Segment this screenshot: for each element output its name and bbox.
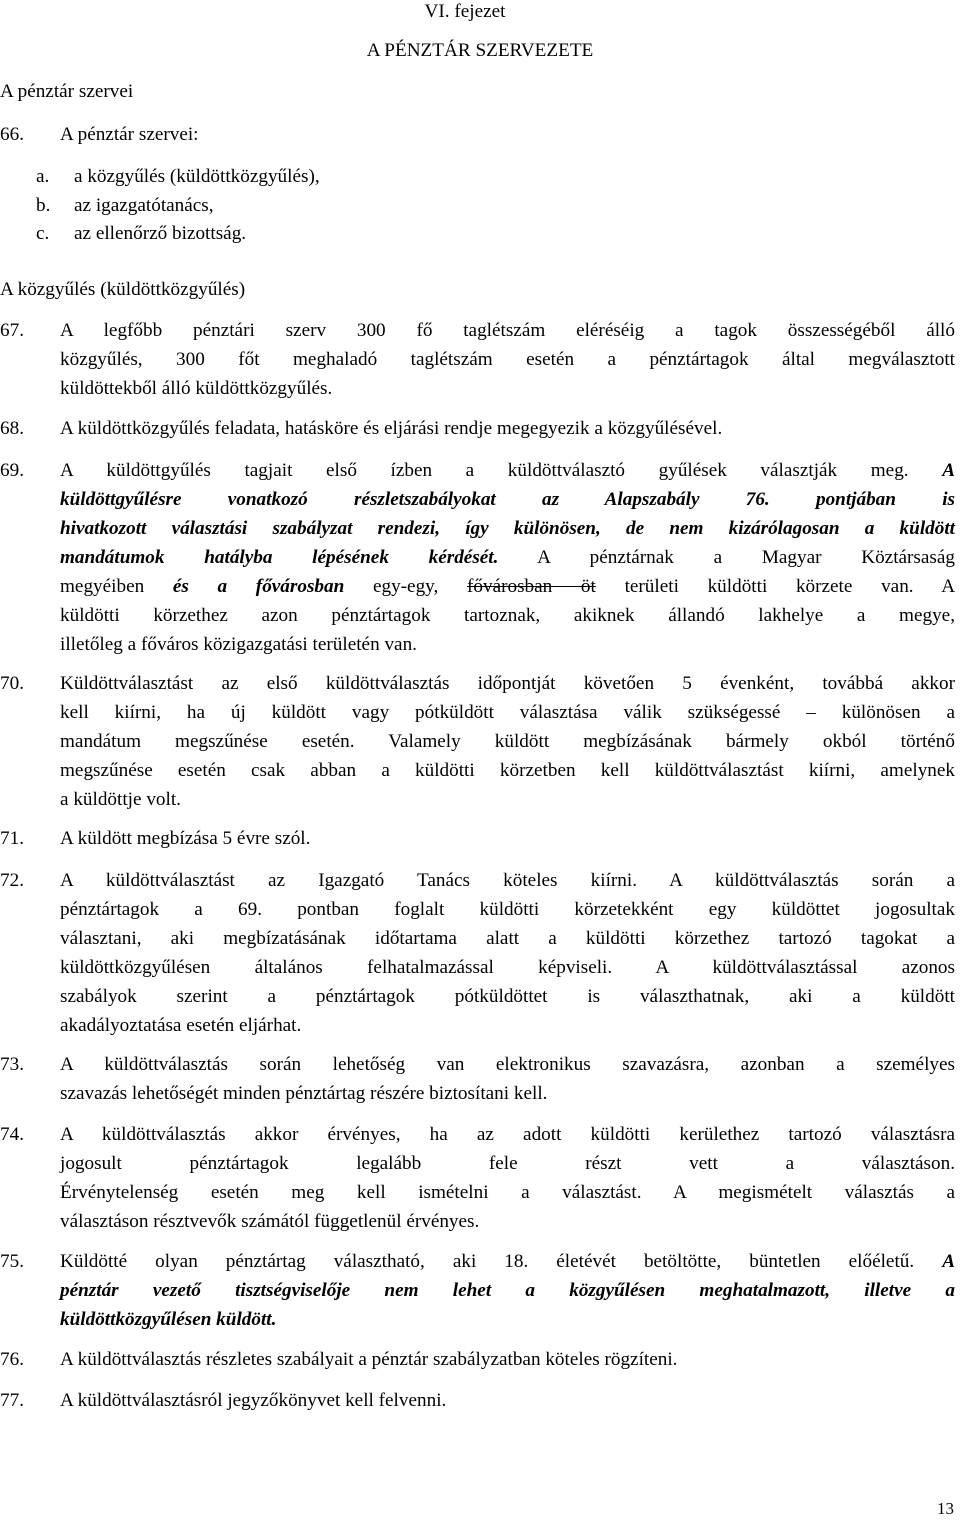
section-title-general-assembly: A közgyűlés (küldöttközgyűlés) <box>0 279 246 300</box>
emphasis-text: pontjában is <box>815 489 955 510</box>
text-line: választáson résztvevők számától függetlenül érvényes. <box>60 1211 480 1232</box>
text-line: kell kiírni, ha új küldött vagy pótküldött választása válik szükségessé – különösen a <box>60 702 955 723</box>
item-text <box>60 414 955 443</box>
text-line: illetőleg a főváros közigazgatási területén van. <box>60 634 417 655</box>
text-line: A küldöttközgyűlés feladata, hatásköre és eljárási rendje megegyezik a közgyűlésével. <box>60 418 723 439</box>
text-line <box>60 572 955 601</box>
emphasis-text: A <box>942 1251 955 1272</box>
text-segment: A küldöttgyűlés tagjait első ízben a küldöttválasztó gyűlések választják meg. <box>60 460 909 481</box>
subitem-text: a közgyűlés (küldöttközgyűlés), <box>74 166 320 187</box>
chapter-label: VI. fejezet <box>424 1 506 22</box>
item-text <box>60 669 955 814</box>
text-segment: területi küldötti körzete van. A <box>624 576 956 597</box>
struck-text: fővárosban öt <box>467 576 596 597</box>
item-text <box>60 1050 955 1108</box>
text-line: A küldöttválasztásról jegyzőkönyvet kell felvenni. <box>60 1390 447 1411</box>
item-number: 66. <box>0 124 24 145</box>
item-number: 75. <box>0 1251 24 1272</box>
emphasis-text: és a fővárosban <box>172 576 345 597</box>
text-segment: egy-egy, <box>372 576 439 597</box>
item-text <box>60 456 955 659</box>
item-text <box>60 824 955 853</box>
text-segment: A pénztárnak a Magyar Köztársaság <box>537 547 955 568</box>
item-number: 68. <box>0 418 24 439</box>
item-number: 69. <box>0 460 24 481</box>
text-line: A küldöttválasztás során lehetőség van elektronikus szavazásra, azonban a személyes <box>60 1054 955 1075</box>
emphasis-text: A <box>942 460 956 481</box>
text-line: A küldött megbízása 5 évre szól. <box>60 828 311 849</box>
text-line: mandátum megszűnése esetén. Valamely küldött megbízásának bármely okból történő <box>60 731 955 752</box>
text-line: pénztártagok a 69. pontban foglalt küldötti körzetekként egy küldöttet jogosultak <box>60 899 955 920</box>
subitem-letter: c. <box>36 223 50 244</box>
item-number: 73. <box>0 1054 24 1075</box>
item-text <box>60 866 955 1040</box>
item-text <box>60 316 955 403</box>
item-number: 67. <box>0 320 24 341</box>
text-line: Küldöttválasztást az első küldöttválasztás időpontját követően 5 évenként, továbbá akkor <box>60 673 955 694</box>
subitem-text: az ellenőrző bizottság. <box>74 223 247 244</box>
text-line: Érvénytelenség esetén meg kell ismételni a választást. A megismételt választás a <box>60 1182 955 1203</box>
text-segment: Küldötté olyan pénztártag választható, aki 18. életévét betöltötte, büntetlen előéletű. <box>60 1251 915 1272</box>
text-line <box>60 1247 955 1276</box>
text-line <box>60 485 955 514</box>
text-line: A küldöttválasztás részletes szabályait a pénztár szabályzatban köteles rögzíteni. <box>60 1349 678 1370</box>
subitem-letter: a. <box>36 166 50 187</box>
item-text: A pénztár szervei: <box>60 124 199 145</box>
text-line: szavazás lehetőségét minden pénztártag részére biztosítani kell. <box>60 1083 548 1104</box>
text-line: A küldöttválasztást az Igazgató Tanács köteles kiírni. A küldöttválasztás során a <box>60 870 955 891</box>
text-line: akadályoztatása esetén eljárhat. <box>60 1015 302 1036</box>
text-line: a küldöttje volt. <box>60 789 181 810</box>
text-line <box>60 543 955 572</box>
text-line: megszűnése esetén csak abban a küldötti körzetben kell küldöttválasztást kiírni, amelynek <box>60 760 955 781</box>
text-line: küldöttekből álló küldöttközgyűlés. <box>60 378 333 399</box>
page-number: 13 <box>937 1499 954 1518</box>
emphasis-text: küldöttgyűlésre vonatkozó részletszabályokat az Alapszabály 76. <box>60 489 770 510</box>
text-line: választani, aki megbízatásának időtartama alatt a küldötti körzethez tartozó tagokat a <box>60 928 955 949</box>
subitem-letter: b. <box>36 195 51 216</box>
emphasis-line: küldöttközgyűlésen küldött. <box>60 1309 277 1330</box>
item-number: 76. <box>0 1349 24 1370</box>
emphasis-line: hivatkozott választási szabályzat rendezi, így különösen, de nem kizárólagosan a küldött <box>60 518 955 539</box>
subitem-text: az igazgatótanács, <box>74 195 214 216</box>
item-number: 77. <box>0 1390 24 1411</box>
item-text <box>60 1345 955 1374</box>
item-text <box>60 1386 955 1415</box>
text-line: A legfőbb pénztári szerv 300 fő taglétszám eléréséig a tagok összességéből álló <box>60 320 955 341</box>
text-segment: megyéiben <box>60 576 145 597</box>
item-text <box>60 1247 955 1334</box>
item-number: 74. <box>0 1124 24 1145</box>
text-line: küldöttközgyűlésen általános felhatalmazással képviseli. A küldöttválasztással azonos <box>60 957 955 978</box>
item-number: 71. <box>0 828 24 849</box>
text-line: közgyűlés, 300 főt meghaladó taglétszám esetén a pénztártagok által megválasztott <box>60 349 955 370</box>
emphasis-text: mandátumok hatályba lépésének kérdését. <box>60 547 499 568</box>
item-number: 70. <box>0 673 24 694</box>
text-line: szabályok szerint a pénztártagok pótküldöttet is választhatnak, aki a küldött <box>60 986 955 1007</box>
text-line: A küldöttválasztás akkor érvényes, ha az adott küldötti kerülethez tartozó választásra <box>60 1124 955 1145</box>
item-text <box>60 1120 955 1236</box>
item-number: 72. <box>0 870 24 891</box>
chapter-title: A PÉNZTÁR SZERVEZETE <box>366 40 594 61</box>
text-line: küldötti körzethez azon pénztártagok tartoznak, akiknek állandó lakhelye a megye, <box>60 605 955 626</box>
emphasis-line: pénztár vezető tisztségviselője nem lehet a közgyűlésen meghatalmazott, illetve a <box>60 1280 955 1301</box>
section-title-organs: A pénztár szervei <box>0 81 134 102</box>
text-line <box>60 456 955 485</box>
text-line: jogosult pénztártagok legalább fele részt vett a választáson. <box>60 1153 955 1174</box>
